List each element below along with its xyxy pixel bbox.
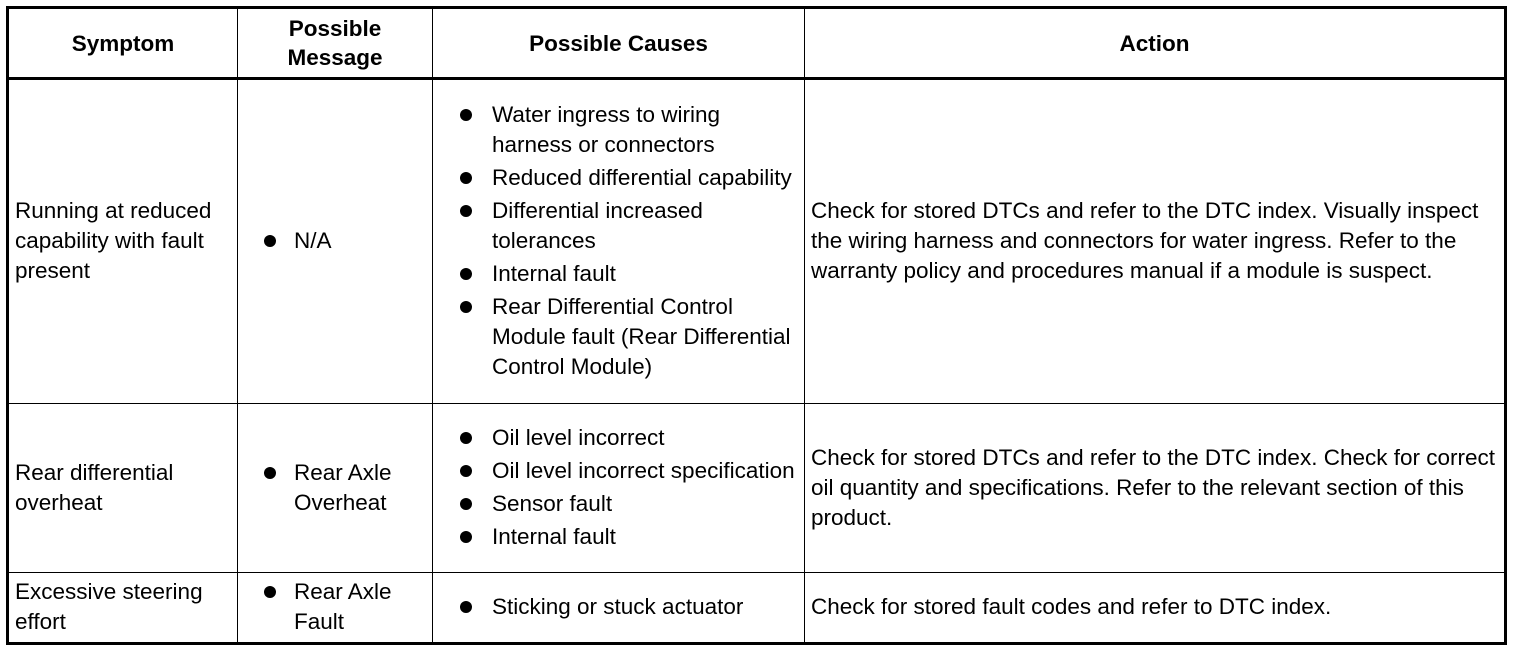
header-possible-causes: Possible Causes <box>433 8 805 79</box>
cause-item <box>439 522 798 552</box>
cause-text: Reduced differential capability <box>492 165 792 191</box>
cause-item <box>439 292 798 382</box>
bullet-icon <box>460 601 472 613</box>
table-row <box>8 572 1506 643</box>
cause-item <box>439 259 798 289</box>
message-item <box>244 577 426 637</box>
bullet-icon <box>264 235 276 247</box>
table-row <box>8 403 1506 572</box>
cause-item <box>439 163 798 193</box>
header-symptom: Symptom <box>8 8 238 79</box>
symptom-chart-table <box>6 6 1507 645</box>
causes-cell <box>433 403 805 572</box>
message-item <box>244 226 426 256</box>
header-action: Action <box>805 8 1506 79</box>
message-item <box>244 458 426 518</box>
header-possible-message: Possible Message <box>238 8 433 79</box>
cause-item <box>439 100 798 160</box>
message-cell <box>238 403 433 572</box>
symptom-cell: Running at reduced capability with fault present <box>8 79 238 404</box>
cause-text: Oil level incorrect specification <box>492 458 795 484</box>
action-cell: Check for stored DTCs and refer to the DTC index. Visually inspect the wiring harness and connectors for water ingress. Refer to the warranty policy and procedures manual if a module is suspect. <box>805 79 1506 404</box>
causes-cell <box>433 572 805 643</box>
bullet-icon <box>460 531 472 543</box>
header-row <box>8 8 1506 79</box>
bullet-icon <box>264 467 276 479</box>
message-cell <box>238 572 433 643</box>
bullet-icon <box>460 205 472 217</box>
bullet-icon <box>460 465 472 477</box>
action-cell: Check for stored DTCs and refer to the DTC index. Check for correct oil quantity and specifications. Refer to the relevant section of this product. <box>805 403 1506 572</box>
bullet-icon <box>460 268 472 280</box>
action-cell: Check for stored fault codes and refer to DTC index. <box>805 572 1506 643</box>
bullet-icon <box>264 586 276 598</box>
bullet-icon <box>460 498 472 510</box>
cause-text: Oil level incorrect <box>492 425 665 451</box>
cause-item <box>439 196 798 256</box>
cause-text: Internal fault <box>492 524 616 550</box>
cause-item <box>439 423 798 453</box>
cause-item <box>439 592 798 622</box>
cause-text: Water ingress to wiring harness or connectors <box>492 102 720 158</box>
cause-text: Rear Differential Control Module fault (Rear Differential Control Module) <box>492 294 791 380</box>
symptom-cell: Excessive steering effort <box>8 572 238 643</box>
cause-text: Sticking or stuck actuator <box>492 594 744 620</box>
message-text: Rear Axle Fault <box>294 579 392 635</box>
message-text: N/A <box>294 228 332 254</box>
bullet-icon <box>460 172 472 184</box>
bullet-icon <box>460 432 472 444</box>
bullet-icon <box>460 301 472 313</box>
cause-text: Sensor fault <box>492 491 613 517</box>
table-row <box>8 79 1506 404</box>
cause-text: Differential increased tolerances <box>492 198 703 254</box>
bullet-icon <box>460 109 472 121</box>
cause-text: Internal fault <box>492 261 616 287</box>
symptom-cell: Rear differential overheat <box>8 403 238 572</box>
message-cell <box>238 79 433 404</box>
causes-cell <box>433 79 805 404</box>
cause-item <box>439 456 798 486</box>
cause-item <box>439 489 798 519</box>
message-text: Rear Axle Overheat <box>294 459 392 515</box>
